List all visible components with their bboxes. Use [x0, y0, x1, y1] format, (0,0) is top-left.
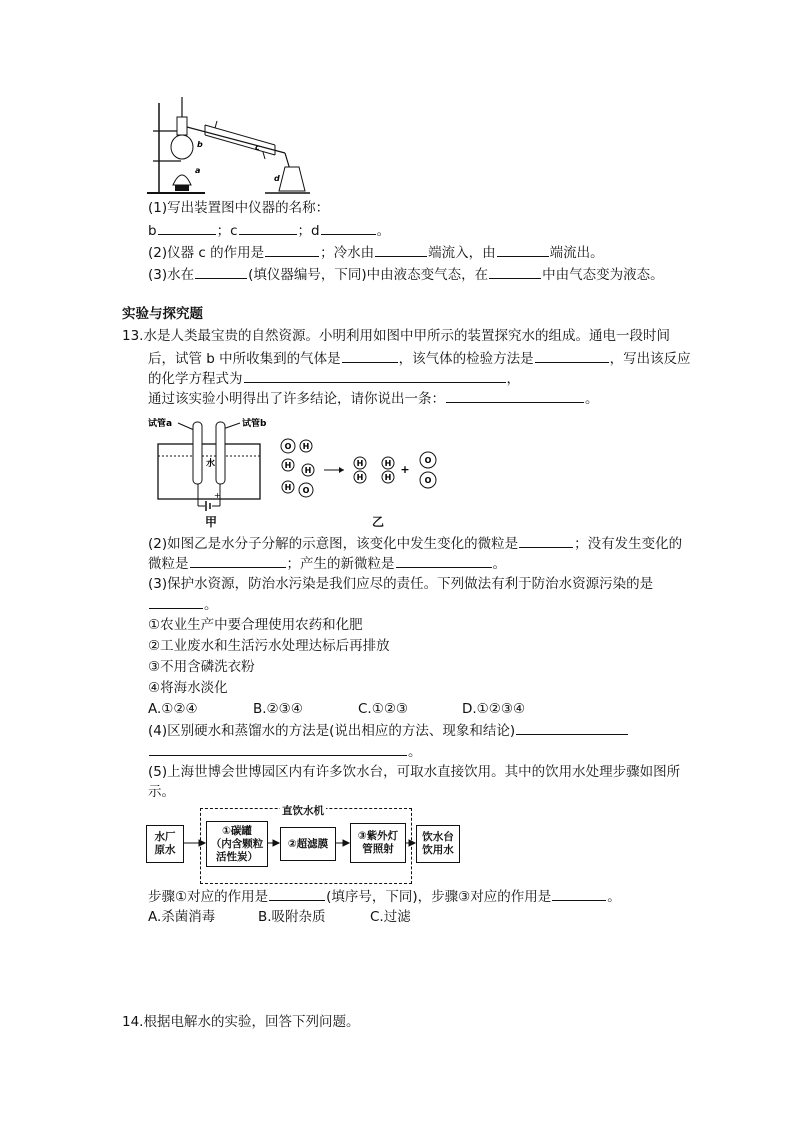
blank[interactable] [265, 242, 319, 257]
q13-line1: 13.水是人类最宝贵的自然资源。小明利用如图中甲所示的装置探究水的组成。通电一段时间 [122, 328, 670, 344]
q13-part4-line2: 。 [148, 741, 422, 762]
q13-line2: 后，试管 b 中所收集到的气体是 ，该气体的检验方法是 ，写出该反应 [148, 348, 691, 369]
blank[interactable] [244, 368, 506, 383]
blank[interactable] [516, 720, 628, 735]
blank[interactable] [552, 886, 606, 901]
blank[interactable] [321, 220, 376, 235]
atom-h: H [384, 473, 392, 482]
blank[interactable] [269, 886, 325, 901]
flowchart-title: 直饮水机 [282, 805, 324, 817]
box-uv-lamp: ③紫外灯 管照射 [350, 823, 406, 863]
q12-part3: (3)水在 (填仪器编号，下同)中由液态变气态，在 中由气态变为液态。 [148, 264, 664, 285]
water-label: 水 [206, 459, 216, 469]
section-title: 实验与探究题 [122, 306, 203, 322]
abc-option-a[interactable]: A.杀菌消毒 [148, 909, 216, 925]
label-b: b [197, 140, 203, 149]
atom-h: H [356, 459, 364, 468]
atom-h: H [384, 459, 392, 468]
q13-part5-line1: (5)上海世博会世博园区内有许多饮水台，可取水直接饮用。其中的饮用水处理步骤如图所 [148, 764, 681, 780]
water-decomposition-figure [278, 436, 448, 502]
atom-h: H [302, 442, 310, 451]
tube-a-label: 试管a [148, 419, 173, 429]
q13-part6: 步骤①对应的作用是 (填序号，下同)，步骤③对应的作用是 。 [148, 886, 621, 907]
label-d: d [274, 174, 280, 183]
choice-d[interactable]: D.①②③④ [462, 701, 526, 717]
option-3: ③不用含磷洗衣粉 [148, 659, 255, 675]
plus-sign: + [400, 463, 410, 476]
q14-title: 14.根据电解水的实验，回答下列问题。 [122, 1014, 360, 1030]
blank[interactable] [375, 242, 427, 257]
electrolysis-apparatus-figure [148, 414, 278, 526]
option-4: ④将海水淡化 [148, 680, 228, 696]
option-1: ①农业生产中要合理使用农药和化肥 [148, 617, 363, 633]
box-carbon-tank: ①碳罐 （内含颗粒 活性炭） [206, 821, 268, 867]
atom-o: O [424, 476, 432, 485]
choice-c[interactable]: C.①②③ [358, 701, 409, 717]
flowchart [140, 805, 470, 883]
blank[interactable] [342, 348, 398, 363]
tube-b-label: 试管b [242, 419, 267, 429]
blank[interactable] [149, 741, 407, 756]
label-jia: 甲 [205, 515, 218, 529]
q13-line3: 的化学方程式为 ， [148, 368, 520, 389]
blank[interactable] [489, 264, 541, 279]
atom-h: H [304, 466, 312, 475]
choice-a[interactable]: A.①②④ [148, 701, 198, 717]
distillation-apparatus-figure [145, 95, 315, 200]
q13-part2-line1: (2)如图乙是水分子分解的示意图，该变化中发生变化的微粒是 ；没有发生变化的 [148, 533, 682, 554]
blank[interactable] [535, 348, 609, 363]
blank[interactable] [158, 220, 216, 235]
label-c: c [255, 143, 260, 152]
atom-o: O [302, 486, 310, 495]
abc-option-b[interactable]: B.吸附杂质 [258, 909, 326, 925]
blank[interactable] [195, 264, 247, 279]
q12-part1-line: b ；c ；d 。 [148, 220, 390, 241]
q13-part3-line2: 。 [148, 594, 218, 615]
plus-sign: + [214, 491, 221, 500]
blank[interactable] [497, 242, 549, 257]
label-yi: 乙 [372, 515, 385, 529]
blank[interactable] [149, 594, 203, 609]
option-2: ②工业废水和生活污水处理达标后再排放 [148, 638, 390, 654]
label-a: a [195, 166, 201, 175]
atom-o: O [424, 456, 432, 465]
blank[interactable] [519, 533, 573, 548]
arrow-icon [339, 467, 344, 473]
blank[interactable] [190, 553, 286, 568]
flow-arrows [140, 805, 470, 883]
choice-b[interactable]: B.②③④ [253, 701, 303, 717]
atom-h: H [284, 483, 292, 492]
q13-part2-line2: 微粒是 ；产生的新微粒是 。 [148, 553, 506, 574]
blank[interactable] [239, 220, 297, 235]
box-drinking-water: 饮水台 饮用水 [416, 825, 460, 863]
q13-part3-line1: (3)保护水资源，防治水污染是我们应尽的责任。下列做法有利于防治水资源污染的是 [148, 576, 654, 592]
q12-part2: (2)仪器 c 的作用是 ；冷水由 端流入，由 端流出。 [148, 242, 604, 263]
atom-h: H [356, 473, 364, 482]
atom-h: H [284, 461, 292, 470]
q12-part1: (1)写出装置图中仪器的名称： [148, 200, 330, 216]
blank[interactable] [446, 388, 584, 403]
atom-o: O [284, 442, 292, 451]
blank[interactable] [396, 553, 492, 568]
q13-part5-line2: 示。 [148, 784, 175, 800]
box-ultrafilter: ②超滤膜 [280, 827, 336, 861]
abc-option-c[interactable]: C.过滤 [370, 909, 411, 925]
box-raw-water: 水厂 原水 [146, 825, 184, 863]
q13-part4-line1: (4)区别硬水和蒸馏水的方法是(说出相应的方法、现象和结论) [148, 720, 629, 741]
q13-line4: 通过该实验小明得出了许多结论，请你说出一条： 。 [148, 388, 599, 409]
